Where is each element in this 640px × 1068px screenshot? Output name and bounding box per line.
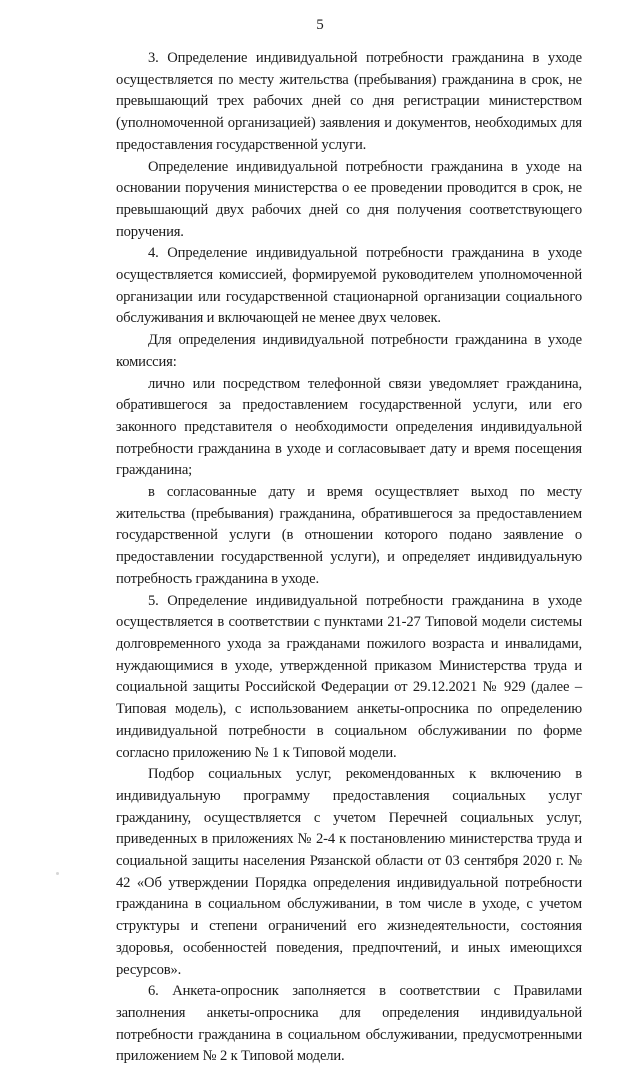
paragraph-3-deadline: Определение индивидуальной потребности гражданина в уходе на основании поручения министерства о ее проведении проводится в срок, не превышающий двух рабочих дней со дня получения соответствующего поручения. xyxy=(116,158,582,240)
page-number: 5 xyxy=(316,17,324,33)
document-body xyxy=(116,48,582,1068)
paragraph-4-notify: лично или посредством телефонной связи уведомляет гражданина, обратившегося за предоставлением государственной услуги, или его законного представителя о необходимости определения индивидуальной потребности гражданина в уходе и согласовывает дату и время посещения гражданина; xyxy=(116,375,582,479)
paragraph-3: 3. Определение индивидуальной потребности гражданина в уходе осуществляется по месту жительства (пребывания) гражданина в срок, не превышающий трех рабочих дней со дня регистрации министерством (уполномоченной организацией) заявления и документов, необходимых для предоставления государственной услуги. xyxy=(116,50,582,153)
paragraph-4: 4. Определение индивидуальной потребности гражданина в уходе осуществляется комиссией, формируемой руководителем уполномоченной организации или государственной стационарной организации социального обслуживания и включающей не менее двух человек. xyxy=(116,245,582,327)
paragraph-4-commission-intro: Для определения индивидуальной потребности гражданина в уходе комиссия: xyxy=(116,332,582,370)
paragraph-6: 6. Анкета-опросник заполняется в соответствии с Правилами заполнения анкеты-опросника для определения индивидуальной потребности гражданина в социальном обслуживании, предусмотренными приложением № 2 к Типовой модели. xyxy=(116,983,582,1065)
scan-speck xyxy=(56,872,59,875)
paragraph-5-services: Подбор социальных услуг, рекомендованных к включению в индивидуальную программу предоставления социальных услуг гражданину, осуществляется с учетом Перечней социальных услуг, приведенных в приложениях № 2-4 к постановлению министерства труда и социальной защиты населения Рязанской области от 03 сентября 2020 г. № 42 «Об утверждении Порядка определения индивидуальной потребности гражданина в социальном обслуживании, в том числе в уходе, с учетом структуры и степени ограничений его жизнедеятельности, состояния здоровья, особенностей поведения, предпочтений, и иных имеющихся ресурсов». xyxy=(116,766,582,978)
paragraph-5: 5. Определение индивидуальной потребности гражданина в уходе осуществляется в соответствии с пунктами 21-27 Типовой модели системы долговременного ухода за гражданами пожилого возраста и инвалидами, нуждающимися в уходе, утвержденной приказом Министерства труда и социальной защиты Российской Федерации от 29.12.2021 № 929 (далее – Типовая модель), с использованием анкеты-опросника по определению индивидуальной потребности в социальном обслуживании по форме согласно приложению № 1 к Типовой модели. xyxy=(116,592,582,761)
paragraph-4-visit: в согласованные дату и время осуществляет выход по месту жительства (пребывания) гражданина, обратившегося за предоставлением государственной услуги (в отношении которого подано заявление о предоставлении государственной услуги), и определяет индивидуальную потребность гражданина в уходе. xyxy=(116,484,582,587)
